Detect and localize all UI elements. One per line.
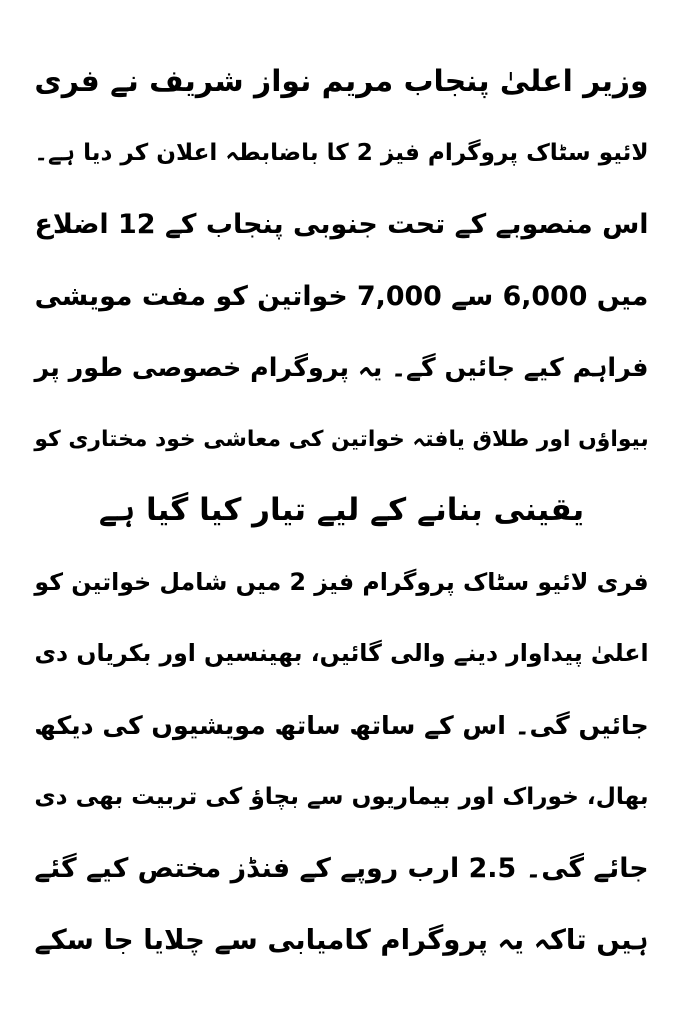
text-line: فراہم کیے جائیں گے۔ یہ پروگرام خصوصی طور پر [34,352,649,382]
text-line: لائیو سٹاک پروگرام فیز 2 کا باضابطہ اعلان کر دیا ہے۔ [34,139,649,166]
urdu-text-block [28,46,655,976]
text-line: فری لائیو سٹاک پروگرام فیز 2 میں شامل خواتین کو [34,567,649,596]
text-line: یقینی بنانے کے لیے تیار کیا گیا ہے [98,492,585,528]
text-line: اعلیٰ پیداوار دینے والی گائیں، بھینسیں اور بکریاں دی [34,639,649,667]
text-line: بھال، خوراک اور بیماریوں سے بچاؤ کی تربیت بھی دی [34,783,649,810]
text-line: وزیر اعلیٰ پنجاب مریم نواز شریف نے فری [34,64,649,99]
text-line: جائیں گی۔ اس کے ساتھ ساتھ مویشیوں کی دیکھ [34,710,649,740]
text-line: اس منصوبے کے تحت جنوبی پنجاب کے 12 اضلاع [34,209,649,240]
text-line: میں 6,000 سے 7,000 خواتین کو مفت مویشی [34,280,649,312]
text-line: جائے گی۔ 2.5 ارب روپے کے فنڈز مختص کیے گئے [34,852,649,884]
text-line: بیواؤں اور طلاق یافتہ خواتین کی معاشی خود مختاری کو [34,426,649,452]
text-line: ہیں تاکہ یہ پروگرام کامیابی سے چلایا جا سکے [34,923,649,956]
